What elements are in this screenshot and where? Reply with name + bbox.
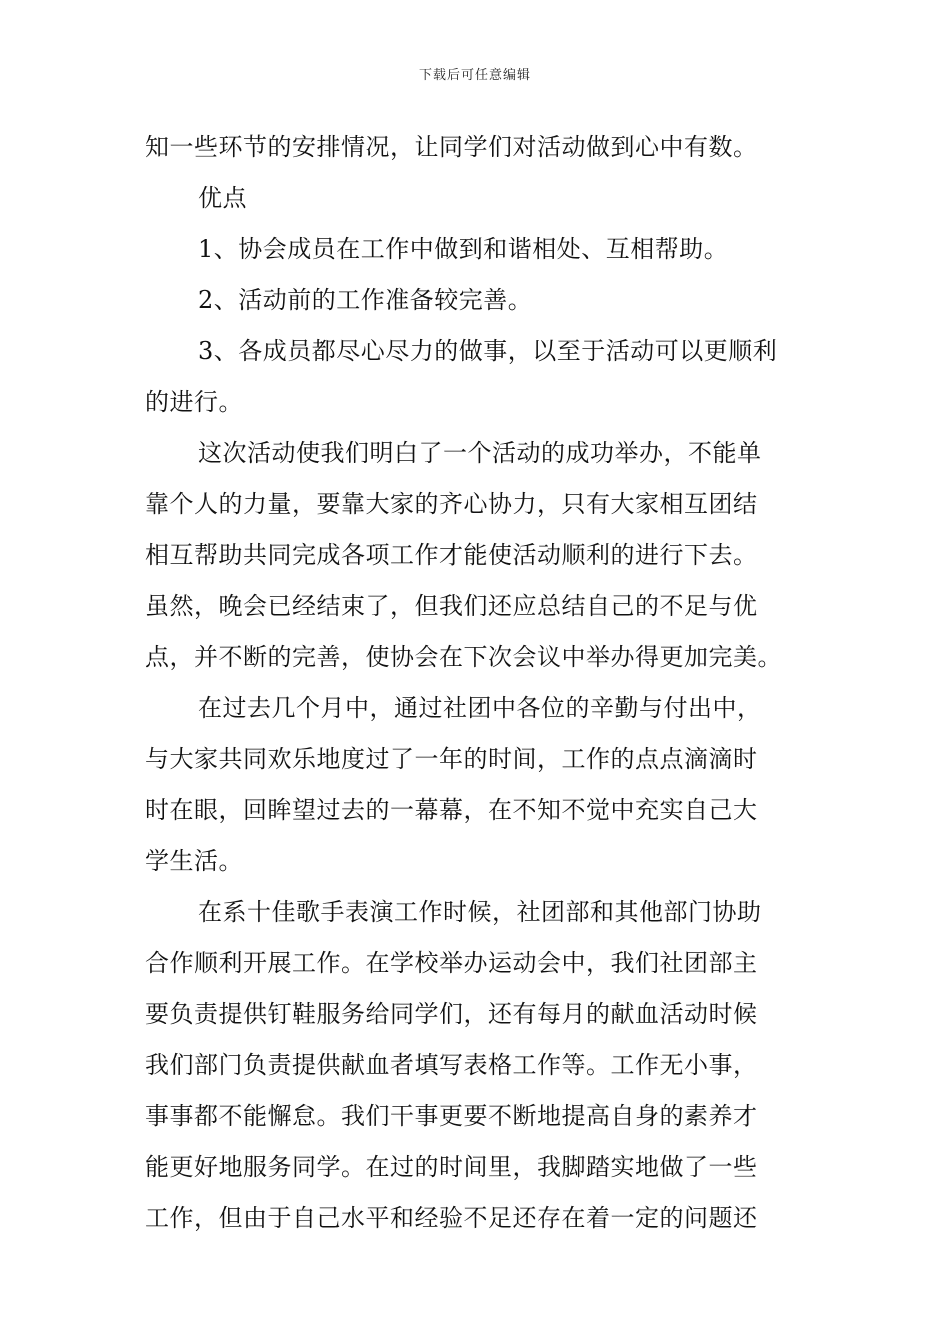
text-line: 要负责提供钉鞋服务给同学们，还有每月的献血活动时候 [145, 1000, 758, 1028]
list-item: 2、活动前的工作准备较完善。 [198, 286, 533, 314]
list-item: 3、各成员都尽心尽力的做事，以至于活动可以更顺利 [198, 337, 778, 365]
document-body [145, 122, 805, 1244]
text-line: 点，并不断的完善，使协会在下次会议中举办得更加完美。 [145, 643, 782, 671]
text-line: 知一些环节的安排情况，让同学们对活动做到心中有数。 [145, 133, 758, 161]
text-line: 相互帮助共同完成各项工作才能使活动顺利的进行下去。 [145, 541, 758, 569]
text-line: 的进行。 [145, 388, 243, 416]
page-header: 下载后可任意编辑 [418, 68, 531, 83]
paragraph-start: 在过去几个月中，通过社团中各位的辛勤与付出中， [198, 694, 762, 722]
text-line: 能更好地服务同学。在过的时间里，我脚踏实地做了一些 [145, 1153, 758, 1181]
text-line: 事事都不能懈怠。我们干事更要不断地提高自身的素养才 [145, 1102, 758, 1130]
text-line: 靠个人的力量，要靠大家的齐心协力，只有大家相互团结 [145, 490, 758, 518]
text-line: 学生活。 [145, 847, 243, 875]
text-line: 我们部门负责提供献血者填写表格工作等。工作无小事， [145, 1051, 758, 1079]
text-line: 工作，但由于自己水平和经验不足还存在着一定的问题还 [145, 1204, 758, 1232]
text-line: 时在眼，回眸望过去的一幕幕，在不知不觉中充实自己大 [145, 796, 758, 824]
section-heading: 优点 [198, 184, 247, 212]
paragraph-start: 这次活动使我们明白了一个活动的成功举办，不能单 [198, 439, 762, 467]
text-line: 虽然，晚会已经结束了，但我们还应总结自己的不足与优 [145, 592, 758, 620]
list-item: 1、协会成员在工作中做到和谐相处、互相帮助。 [198, 235, 729, 263]
text-line: 合作顺利开展工作。在学校举办运动会中，我们社团部主 [145, 949, 758, 977]
paragraph-start: 在系十佳歌手表演工作时候，社团部和其他部门协助 [198, 898, 762, 926]
text-line: 与大家共同欢乐地度过了一年的时间，工作的点点滴滴时 [145, 745, 758, 773]
